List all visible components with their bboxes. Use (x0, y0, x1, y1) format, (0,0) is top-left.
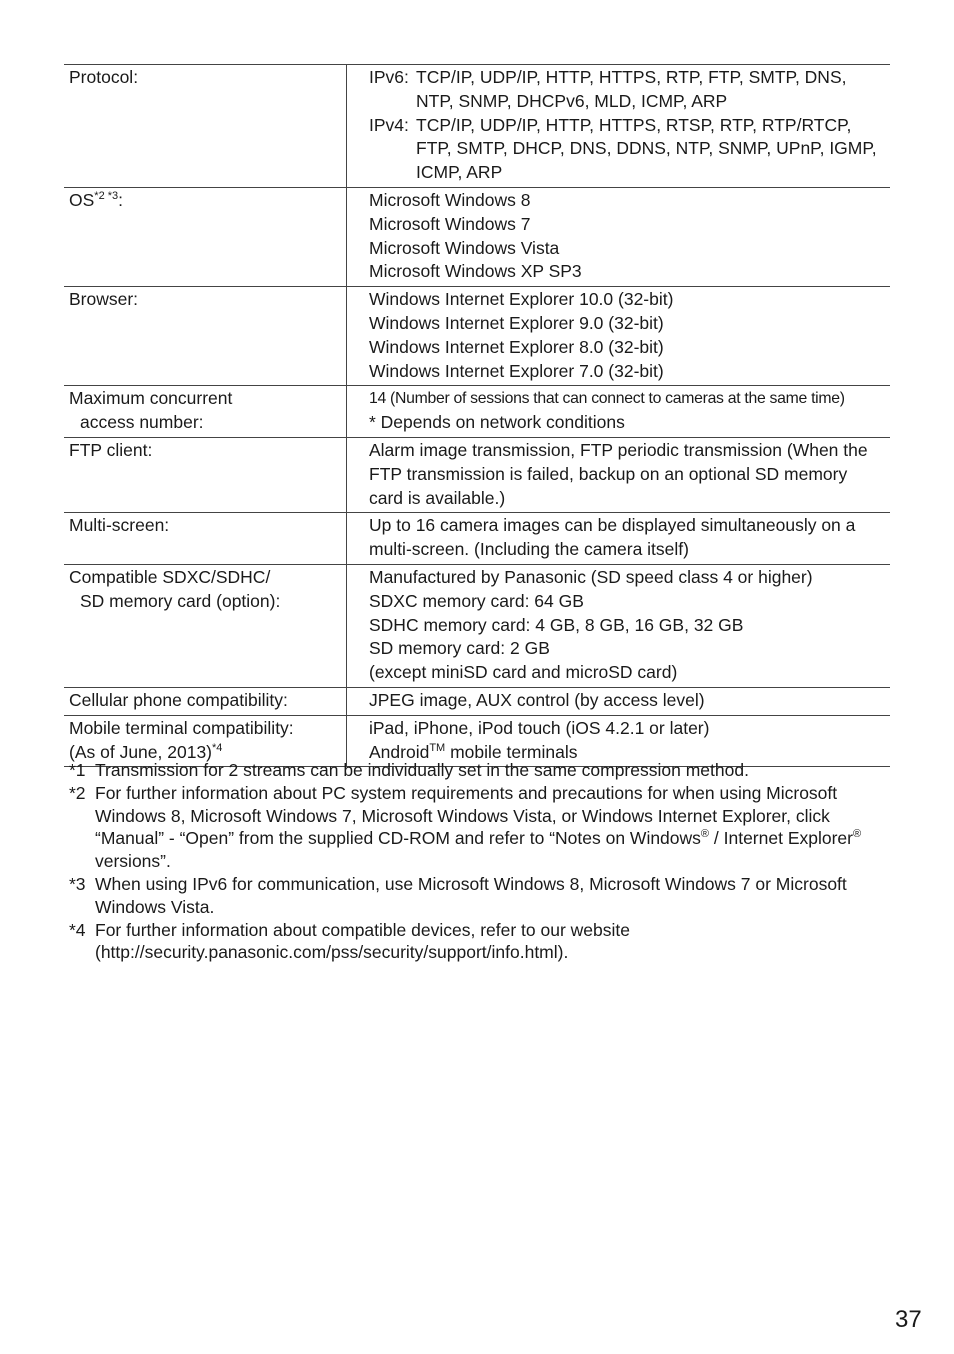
protocol-ipv6 (369, 66, 890, 114)
footnote-3: *3 When using IPv6 for communication, use Microsoft Windows 8, Microsoft Windows 7 or Microsoft Windows Vista. (69, 873, 847, 917)
sd-item: SDHC memory card: 4 GB, 8 GB, 16 GB, 32 GB (369, 614, 744, 635)
spec-label-multiscreen: Multi-screen: (64, 513, 347, 565)
sd-item: SD memory card: 2 GB (369, 638, 550, 659)
footnote-ref: *2 *3 (94, 189, 119, 202)
website-url: (http://security.panasonic.com/pss/security/support/info.html). (95, 942, 569, 963)
browser-item: Windows Internet Explorer 9.0 (32-bit) (369, 312, 664, 333)
spec-value-browser (347, 287, 891, 386)
browser-item: Windows Internet Explorer 7.0 (32-bit) (369, 360, 664, 381)
spec-value-ftp: Alarm image transmission, FTP periodic transmission (When the FTP transmission is failed, backup on an optional SD memory card is available.) (369, 439, 868, 508)
trademark-mark: TM (429, 741, 446, 754)
max-access-note: * Depends on network conditions (369, 412, 625, 433)
spec-label-mobile: Mobile terminal compatibility: (As of June, 2013)$^{*4}$ (64, 715, 347, 767)
os-item: Microsoft Windows 7 (369, 213, 531, 234)
spec-row-os (64, 187, 890, 286)
spec-label-protocol: Protocol: (64, 65, 347, 188)
spec-value-multiscreen: Up to 16 camera images can be displayed simultaneously on a multi-screen. (Including the camera itself) (369, 515, 856, 560)
spec-label-os: $OS^{*2 *3}$: (64, 187, 347, 286)
spec-row-cellular (64, 687, 890, 715)
browser-item: Windows Internet Explorer 10.0 (32-bit) (369, 289, 674, 310)
spec-value-max-access (347, 386, 891, 438)
sd-item: (except miniSD card and microSD card) (369, 662, 678, 683)
browser-item: Windows Internet Explorer 8.0 (32-bit) (369, 336, 664, 357)
ipv4-key: IPv4: (369, 114, 409, 135)
max-access-count: 14 (Number of sessions that can connect to cameras at the same time) (369, 390, 845, 408)
ipv6-line: NTP, SNMP, DHCPv6, MLD, ICMP, ARP (416, 90, 728, 111)
spec-row-max-access (64, 386, 890, 438)
sd-item: Manufactured by Panasonic (SD speed class 4 or higher) (369, 566, 813, 587)
footnote-1: *1 Transmission for 2 streams can be individually set in the same compression method. (69, 760, 749, 780)
footnote-ref: *4 (212, 741, 223, 754)
spec-value-os (347, 187, 891, 286)
spec-table (64, 64, 890, 767)
spec-row-browser (64, 287, 890, 386)
spec-label-sd: Compatible SDXC/SDHC/ SD memory card (option): (64, 564, 347, 687)
registered-mark: ® (853, 828, 862, 841)
spec-row-ftp (64, 437, 890, 512)
spec-row-multiscreen (64, 513, 890, 565)
spec-label-browser: Browser: (64, 287, 347, 386)
footnote-4: *4 For further information about compatible devices, refer to our website (http://security.panasonic.com/pss/security/support/info.html). (69, 919, 894, 965)
os-item: Microsoft Windows Vista (369, 237, 560, 258)
ipv4-line: FTP, SMTP, DHCP, DNS, DDNS, NTP, SNMP, UPnP, IGMP, (416, 138, 877, 159)
os-item: Microsoft Windows XP SP3 (369, 261, 582, 282)
registered-mark: ® (700, 828, 710, 841)
spec-row-protocol (64, 65, 890, 188)
ipv6-line: TCP/IP, UDP/IP, HTTP, HTTPS, RTP, FTP, SMTP, DNS, (416, 67, 847, 87)
footnote-2: *2 For further information about PC system requirements and precautions for when using Microsoft Windows 8, Microsoft Windows 7, Microsoft Windows Vista, or Windows Internet Explorer, click “Manual” - “Open” from the supplied CD-ROM and refer to “Notes on Windows® / Internet Explorer® versions”. (69, 782, 862, 872)
ipv4-line: TCP/IP, UDP/IP, HTTP, HTTPS, RTSP, RTP, RTP/RTCP, (416, 114, 852, 135)
spec-label-ftp: FTP client: (64, 437, 347, 512)
spec-value-protocol (347, 65, 891, 188)
spec-value-mobile: iPad, iPhone, iPod touch (iOS 4.2.1 or later) Android™ mobile terminals (369, 717, 710, 762)
sd-item: SDXC memory card: 64 GB (369, 590, 584, 611)
footnotes (69, 759, 894, 964)
ipv4-line: ICMP, ARP (416, 162, 503, 183)
spec-value-sd (347, 564, 891, 687)
protocol-ipv4 (369, 114, 890, 185)
os-item: Microsoft Windows 8 (369, 189, 531, 210)
spec-value-cellular: JPEG image, AUX control (by access level) (369, 689, 705, 710)
spec-label-max-access: Maximum concurrent access number: (64, 386, 347, 438)
page-number: 37 (895, 1306, 922, 1333)
spec-row-sd (64, 564, 890, 687)
ipv6-key: IPv6: (369, 67, 409, 87)
spec-label-cellular: Cellular phone compatibility: (64, 687, 347, 715)
